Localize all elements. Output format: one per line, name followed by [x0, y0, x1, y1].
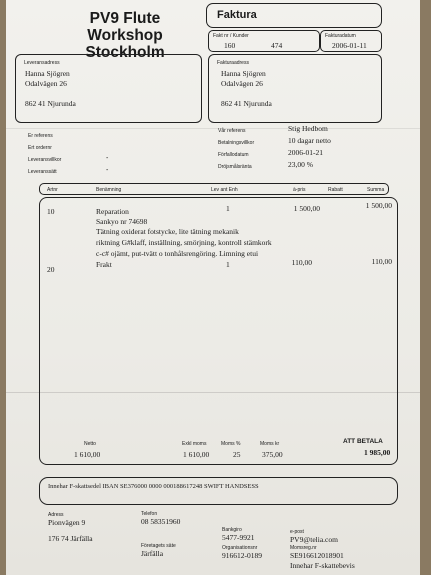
item-apris: 110,00	[291, 258, 312, 267]
exkl-value: 1 610,00	[183, 450, 210, 459]
item-line: Frakt	[96, 260, 112, 269]
leveransadress-name: Hanna Sjögren	[25, 69, 70, 78]
leveransadress-box	[15, 54, 202, 123]
col-apris: à-pris	[293, 187, 306, 193]
item-summa: 110,00	[371, 257, 392, 266]
telefon-label: Telefon	[141, 511, 158, 517]
col-artnr: Artnr	[47, 187, 58, 193]
telefon: 08 58351960	[141, 517, 181, 526]
col-summa: Summa	[367, 187, 385, 193]
leveransadress-city: 862 41 Njurunda	[25, 99, 76, 108]
fakturadatum-box	[320, 30, 382, 52]
note-text: Innehar F-skattsedel IBAN SE376000 0000 000188617248 SWIFT HANDSESS	[48, 483, 259, 490]
fakturaadress-label: Fakturaadress	[217, 60, 249, 66]
kund-nr: 474	[271, 41, 283, 50]
orgnr: 916612-0189	[222, 551, 262, 560]
item-lev: 1	[226, 204, 230, 213]
orgnr-label: Organisationsnr	[222, 545, 258, 551]
momsreg: SE916612018901	[290, 551, 344, 560]
fakt-kund-label: Fakt nr / Kunder	[213, 33, 249, 39]
fakturaadress-name: Hanna Sjögren	[221, 69, 266, 78]
fakturaadress-city: 862 41 Njurunda	[221, 99, 272, 108]
bankgiro-label: Bankgiro	[222, 527, 242, 533]
ref-value: 23,00 %	[288, 160, 313, 169]
foretagets-sate: Järfälla	[141, 549, 164, 558]
fakturadatum-label: Fakturadatum	[325, 33, 356, 39]
company-name-line2: Workshop	[87, 27, 163, 44]
fakt-kund-box	[208, 30, 320, 52]
att-betala-value: 1 985,00	[364, 448, 391, 457]
leveransadress-street: Odalvägen 26	[25, 79, 67, 88]
ref-value: -	[106, 155, 109, 162]
invoice-paper	[6, 0, 420, 575]
note-box	[39, 477, 398, 505]
invoice-title-box	[206, 3, 382, 28]
foretagets-sate-label: Företagets säte	[141, 543, 176, 549]
adress-street: Pionvägen 9	[48, 518, 86, 527]
exkl-label: Exkl moms	[182, 441, 207, 447]
ref-value: 10 dagar netto	[288, 136, 331, 145]
item-summa: 1 500,00	[365, 201, 392, 210]
items-box	[39, 197, 398, 465]
fakturaadress-street: Odalvägen 26	[221, 79, 263, 88]
company-name-line1: PV9 Flute	[89, 10, 161, 27]
ref-label: Er referens	[28, 133, 53, 139]
ref-label: Förfallodatum	[218, 152, 249, 158]
moms-kr-label: Moms kr	[260, 441, 280, 447]
fakturadatum: 2006-01-11	[332, 41, 367, 50]
ref-label: Leveranssätt	[28, 169, 57, 175]
fskatt-text: Innehar F-skattebevis	[290, 561, 355, 570]
bankgiro: 5477-9921	[222, 533, 255, 542]
ref-label: Vår referens	[218, 128, 246, 134]
col-rabatt: Rabatt	[328, 187, 343, 193]
leveransadress-label: Leveransadress	[24, 60, 60, 66]
adress-label: Adress	[48, 512, 64, 518]
invoice-title: Faktura	[217, 9, 257, 21]
epost: PV9@telia.com	[290, 535, 338, 544]
item-apris: 1 500,00	[293, 204, 320, 213]
moms-pct-value: 25	[233, 450, 241, 459]
ref-value: Stig Hedbom	[288, 124, 328, 133]
col-lev: Lev ant Enh	[211, 187, 238, 193]
ref-label: Betalningsvillkor	[218, 140, 255, 146]
netto-value: 1 610,00	[74, 450, 101, 459]
fakturaadress-box	[208, 54, 382, 123]
ref-value: 2006-01-21	[288, 148, 323, 157]
item-line: Tätning oxiderat fotstycke, lite tätning mekanik	[96, 227, 239, 236]
col-benamning: Benämning	[96, 187, 122, 193]
ref-label: Leveransvillkor	[28, 157, 62, 163]
netto-label: Netto	[84, 441, 96, 447]
ref-label: Ert ordernr	[28, 145, 52, 151]
table-header	[39, 183, 389, 195]
ref-label: Dröjsmålsränta	[218, 164, 252, 170]
att-betala-label: ATT BETALA	[343, 438, 383, 445]
epost-label: e-post	[290, 529, 304, 535]
momsreg-label: Momsreg.nr	[290, 545, 317, 551]
item-line: riktning G#klaff, inställning, smörjning, kontroll stämkork	[96, 238, 272, 247]
company-name-line3: Stockholm	[85, 44, 165, 61]
totals-row	[46, 430, 391, 458]
item-lev: 1	[226, 260, 230, 269]
ref-value: -	[106, 167, 109, 174]
item-line: c-c# ojämt, put-tvätt o tonhålsrengöring. Limning etui	[96, 249, 259, 258]
faktura-nr: 160	[224, 41, 236, 50]
item-line: Sankyo nr 74698	[96, 217, 148, 226]
item-artnr: 20	[47, 265, 55, 274]
item-line: Reparation	[96, 207, 129, 216]
moms-pct-label: Moms %	[221, 441, 241, 447]
fold-line	[6, 128, 420, 129]
item-artnr: 10	[47, 207, 55, 216]
adress-city: 176 74 Järfälla	[48, 534, 93, 543]
moms-kr-value: 375,00	[262, 450, 283, 459]
